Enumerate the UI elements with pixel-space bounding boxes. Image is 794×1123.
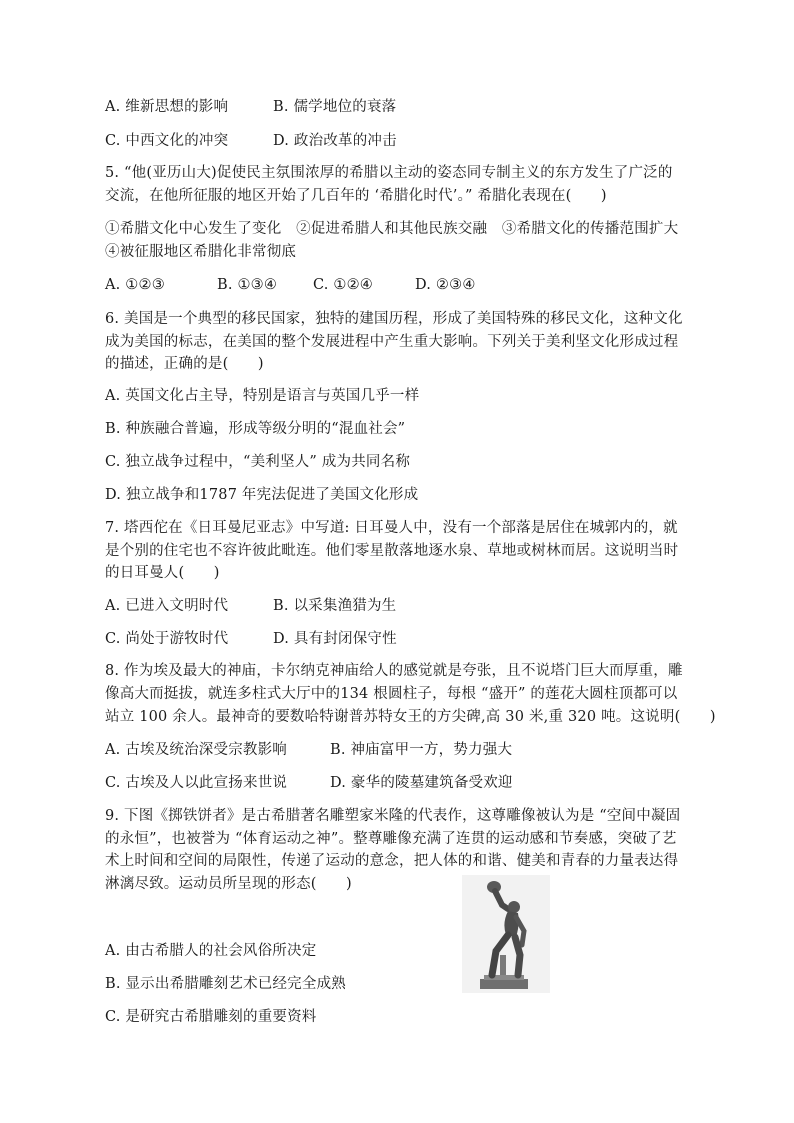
q5-statements-line-2: ④被征服地区希腊化非常彻底 [105, 244, 297, 260]
q7-stem-line-1: 7. 塔西佗在《日耳曼尼亚志》中写道: 日耳曼人中，没有一个部落是居住在城郭内的，就 [105, 520, 678, 536]
q4-option-b: B. 儒学地位的衰落 [273, 99, 397, 115]
q5-option-a: A. ①②③ [105, 277, 165, 293]
q8-stem-line-2: 像高大而挺拔，就连多柱式大厅中的134 根圆柱子，每根 “盛开” 的莲花大圆柱顶都可以 [105, 686, 678, 702]
q6-option-a: A. 英国文化占主导，特别是语言与英国几乎一样 [105, 388, 420, 404]
q5-option-b: B. ①③④ [217, 277, 278, 293]
q6-stem-line-1: 6. 美国是一个典型的移民国家，独特的建国历程，形成了美国特殊的移民文化，这种文化 [105, 311, 683, 327]
q8-options-row-1 [105, 740, 512, 760]
q7-option-c: C. 尚处于游牧时代 [105, 631, 229, 647]
q6-stem-line-3: 的描述，正确的是( ) [105, 356, 264, 372]
q5-statements-line-1: ①希腊文化中心发生了变化 ②促进希腊人和其他民族交融 ③希腊文化的传播范围扩大 [105, 221, 679, 237]
q7-option-d: D. 具有封闭保守性 [273, 631, 397, 647]
q6-option-c: C. 独立战争过程中，“美利坚人” 成为共同名称 [105, 454, 411, 470]
q4-option-c: C. 中西文化的冲突 [105, 133, 229, 149]
q7-options-row-1 [105, 596, 396, 616]
q4-option-d: D. 政治改革的冲击 [273, 133, 397, 149]
q9-stem-line-1: 9. 下图《掷铁饼者》是古希腊著名雕塑家米隆的代表作，这尊雕像被认为是 “空间中凝固 [105, 808, 681, 824]
discobolus-statue-icon [462, 875, 550, 993]
q7-option-b: B. 以采集渔猎为生 [273, 598, 397, 614]
q5-stem-line-2: 交流，在他所征服的地区开始了几百年的 ‘希腊化时代’。” 希腊化表现在( ) [105, 188, 607, 204]
q5-option-d: D. ②③④ [415, 277, 476, 293]
q6-option-b: B. 种族融合普遍，形成等级分明的“混血社会” [105, 421, 406, 437]
q9-option-b: B. 显示出希腊雕刻艺术已经完全成熟 [105, 976, 346, 992]
q7-stem-line-2: 是个别的住宅也不容许彼此毗连。他们零星散落地逐水泉、草地或树林而居。这说明当时 [105, 543, 679, 559]
q7-option-a: A. 已进入文明时代 [105, 598, 229, 614]
q6-stem-line-2: 成为美国的标志，在美国的整个发展进程中产生重大影响。下列关于美利坚文化形成过程 [105, 334, 679, 350]
q4-options-row-2 [105, 131, 397, 151]
q9-stem-line-2: 的永恒”，也被誉为 “体育运动之神”。整尊雕像充满了连贯的运动感和节奏感，突破了艺 [105, 831, 677, 847]
q8-options-row-2 [105, 773, 513, 793]
q5-option-c: C. ①②④ [313, 277, 373, 293]
q5-stem-line-1: 5. “他(亚历山大)促使民主氛围浓厚的希腊以主动的姿态同专制主义的东方发生了广泛的 [105, 165, 673, 181]
q8-stem-line-1: 8. 作为埃及最大的神庙，卡尔纳克神庙给人的感觉就是夸张，且不说塔门巨大而厚重，雕 [105, 663, 683, 679]
q4-options-row-1 [105, 97, 396, 117]
q7-options-row-2 [105, 629, 397, 649]
q4-option-a: A. 维新思想的影响 [105, 99, 229, 115]
q8-stem-line-3: 站立 100 余人。最神奇的要数哈特谢普苏特女王的方尖碑,高 30 米,重 320 吨。这说明( ) [105, 709, 716, 725]
q8-option-d: D. 豪华的陵墓建筑备受欢迎 [330, 775, 513, 791]
q5-options-row [105, 275, 476, 295]
q9-option-a: A. 由古希腊人的社会风俗所决定 [105, 943, 317, 959]
q9-stem-line-4: 淋漓尽致。运动员所呈现的形态( ) [105, 876, 352, 892]
discobolus-statue-figure [462, 875, 550, 993]
q9-stem-line-3: 术上时间和空间的局限性，传递了运动的意念，把人体的和谐、健美和青春的力量表达得 [105, 853, 679, 869]
q8-option-c: C. 古埃及人以此宣扬来世说 [105, 775, 288, 791]
q9-option-c: C. 是研究古希腊雕刻的重要资料 [105, 1009, 317, 1025]
q7-stem-line-3: 的日耳曼人( ) [105, 565, 220, 581]
q8-option-a: A. 古埃及统治深受宗教影响 [105, 742, 287, 758]
q6-option-d: D. 独立战争和1787 年宪法促进了美国文化形成 [105, 487, 419, 503]
q8-option-b: B. 神庙富甲一方，势力强大 [330, 742, 513, 758]
